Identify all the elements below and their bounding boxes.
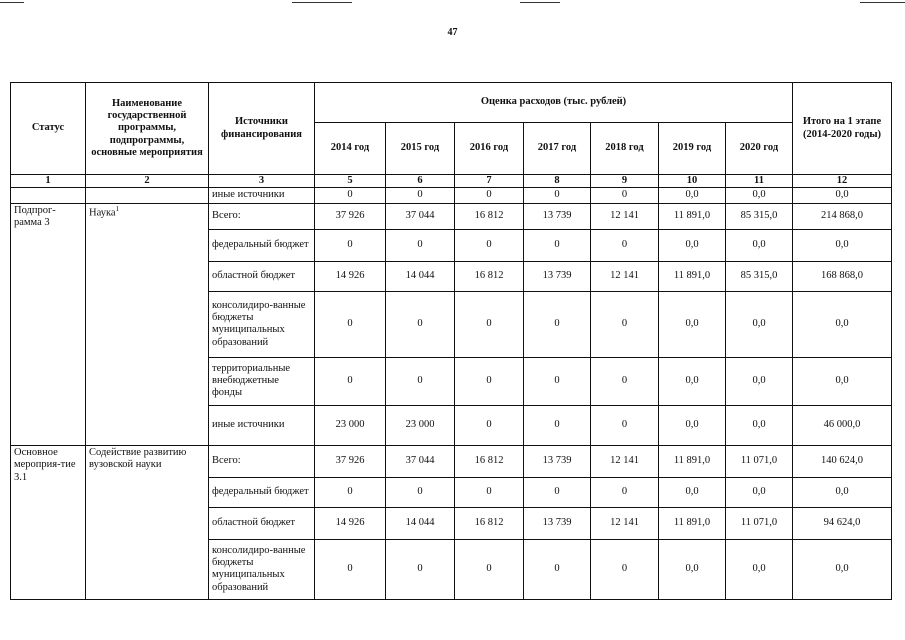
value-cell: 0,0 <box>659 477 726 507</box>
budget-table <box>10 82 892 600</box>
value-cell: 12 141 <box>591 445 659 477</box>
name-cell-empty <box>86 188 209 203</box>
column-number: 6 <box>386 175 455 188</box>
value-cell: 11 891,0 <box>659 203 726 229</box>
value-cell: 0,0 <box>793 477 892 507</box>
value-cell: 0 <box>591 477 659 507</box>
value-cell: 0 <box>315 291 386 357</box>
value-cell: 12 141 <box>591 261 659 291</box>
value-cell: 0 <box>591 405 659 445</box>
header-name: Наименование государственной программы, подпрограммы, основные мероприятия <box>86 83 209 175</box>
program-name: Наука <box>89 207 116 219</box>
source-cell: Всего: <box>209 445 315 477</box>
table-row <box>11 188 892 203</box>
program-name: Содействие развитию вузовской науки <box>89 446 187 471</box>
value-cell: 0 <box>315 357 386 405</box>
value-cell: 37 926 <box>315 203 386 229</box>
source-cell: федеральный бюджет <box>209 477 315 507</box>
value-cell: 0,0 <box>726 477 793 507</box>
column-number: 11 <box>726 175 793 188</box>
value-cell: 0 <box>591 539 659 599</box>
source-cell: Всего: <box>209 203 315 229</box>
source-cell: консолидиро-ванные бюджеты муниципальных образований <box>209 291 315 357</box>
value-cell: 0,0 <box>659 357 726 405</box>
value-cell: 0 <box>315 229 386 261</box>
column-number: 8 <box>524 175 591 188</box>
status-cell: Основное мероприя-тие 3.1 <box>11 445 86 599</box>
value-cell: 0 <box>455 477 524 507</box>
value-cell: 0 <box>455 405 524 445</box>
source-cell: областной бюджет <box>209 507 315 539</box>
column-number: 9 <box>591 175 659 188</box>
column-number: 7 <box>455 175 524 188</box>
value-cell: 12 141 <box>591 203 659 229</box>
value-cell: 0 <box>591 357 659 405</box>
value-cell: 0 <box>455 188 524 203</box>
value-cell: 0 <box>591 188 659 203</box>
value-cell: 0 <box>315 477 386 507</box>
value-cell: 214 868,0 <box>793 203 892 229</box>
header-year: 2020 год <box>726 123 793 175</box>
scan-edge-mark <box>0 2 24 3</box>
value-cell: 11 891,0 <box>659 445 726 477</box>
table-row <box>11 203 892 229</box>
header-year: 2018 год <box>591 123 659 175</box>
value-cell: 14 926 <box>315 261 386 291</box>
header-year: 2019 год <box>659 123 726 175</box>
source-cell: территориальные внебюджетные фонды <box>209 357 315 405</box>
scan-edge-mark <box>860 2 905 3</box>
footnote-marker: 1 <box>115 204 120 213</box>
value-cell: 16 812 <box>455 203 524 229</box>
program-name-cell <box>86 445 209 599</box>
column-number: 12 <box>793 175 892 188</box>
column-number: 1 <box>11 175 86 188</box>
value-cell: 14 044 <box>386 507 455 539</box>
value-cell: 0,0 <box>659 539 726 599</box>
source-cell: областной бюджет <box>209 261 315 291</box>
header-sources: Источники финансирования <box>209 83 315 175</box>
value-cell: 0 <box>524 229 591 261</box>
header-expenses-group: Оценка расходов (тыс. рублей) <box>315 83 793 123</box>
value-cell: 140 624,0 <box>793 445 892 477</box>
value-cell: 0 <box>315 539 386 599</box>
value-cell: 0,0 <box>726 229 793 261</box>
header-year: 2015 год <box>386 123 455 175</box>
value-cell: 12 141 <box>591 507 659 539</box>
value-cell: 0 <box>386 477 455 507</box>
value-cell: 0 <box>386 291 455 357</box>
value-cell: 37 044 <box>386 445 455 477</box>
value-cell: 0 <box>591 229 659 261</box>
value-cell: 0 <box>524 291 591 357</box>
table-row <box>11 445 892 477</box>
value-cell: 0 <box>591 291 659 357</box>
status-cell-empty <box>11 188 86 203</box>
value-cell: 0 <box>455 539 524 599</box>
value-cell: 85 315,0 <box>726 203 793 229</box>
value-cell: 13 739 <box>524 203 591 229</box>
value-cell: 23 000 <box>386 405 455 445</box>
value-cell: 0,0 <box>659 405 726 445</box>
value-cell: 0,0 <box>793 357 892 405</box>
value-cell: 0,0 <box>726 357 793 405</box>
source-cell: федеральный бюджет <box>209 229 315 261</box>
value-cell: 13 739 <box>524 261 591 291</box>
value-cell: 0 <box>386 229 455 261</box>
value-cell: 0,0 <box>659 291 726 357</box>
value-cell: 94 624,0 <box>793 507 892 539</box>
column-number: 2 <box>86 175 209 188</box>
header-status: Статус <box>11 83 86 175</box>
source-cell: иные источники <box>209 405 315 445</box>
value-cell: 0 <box>455 357 524 405</box>
value-cell: 0,0 <box>793 229 892 261</box>
source-cell: иные источники <box>209 188 315 203</box>
value-cell: 11 891,0 <box>659 261 726 291</box>
value-cell: 0 <box>386 188 455 203</box>
value-cell: 0 <box>524 539 591 599</box>
value-cell: 11 071,0 <box>726 507 793 539</box>
value-cell: 0,0 <box>726 539 793 599</box>
value-cell: 0 <box>524 188 591 203</box>
value-cell: 0 <box>455 291 524 357</box>
status-cell: Подпрог-рамма 3 <box>11 203 86 445</box>
scan-edge-mark <box>520 2 560 3</box>
header-year: 2014 год <box>315 123 386 175</box>
value-cell: 16 812 <box>455 445 524 477</box>
value-cell: 23 000 <box>315 405 386 445</box>
value-cell: 168 868,0 <box>793 261 892 291</box>
column-number: 10 <box>659 175 726 188</box>
value-cell: 11 891,0 <box>659 507 726 539</box>
value-cell: 0 <box>386 539 455 599</box>
program-name-cell <box>86 203 209 445</box>
scan-edge-mark <box>292 2 352 3</box>
value-cell: 0,0 <box>793 188 892 203</box>
value-cell: 14 926 <box>315 507 386 539</box>
value-cell: 13 739 <box>524 507 591 539</box>
value-cell: 11 071,0 <box>726 445 793 477</box>
source-cell: консолидиро-ванные бюджеты муниципальных образований <box>209 539 315 599</box>
value-cell: 0,0 <box>659 188 726 203</box>
header-year: 2016 год <box>455 123 524 175</box>
value-cell: 13 739 <box>524 445 591 477</box>
value-cell: 0 <box>524 357 591 405</box>
value-cell: 16 812 <box>455 507 524 539</box>
value-cell: 0,0 <box>726 188 793 203</box>
value-cell: 0 <box>315 188 386 203</box>
value-cell: 46 000,0 <box>793 405 892 445</box>
page-number: 47 <box>447 27 458 38</box>
value-cell: 14 044 <box>386 261 455 291</box>
value-cell: 0,0 <box>726 291 793 357</box>
value-cell: 0 <box>524 405 591 445</box>
value-cell: 0,0 <box>726 405 793 445</box>
value-cell: 0 <box>524 477 591 507</box>
header-year: 2017 год <box>524 123 591 175</box>
value-cell: 0,0 <box>793 291 892 357</box>
header-total: Итого на 1 этапе (2014-2020 годы) <box>793 83 892 175</box>
value-cell: 0 <box>386 357 455 405</box>
value-cell: 0,0 <box>793 539 892 599</box>
column-number: 5 <box>315 175 386 188</box>
value-cell: 0,0 <box>659 229 726 261</box>
value-cell: 85 315,0 <box>726 261 793 291</box>
value-cell: 16 812 <box>455 261 524 291</box>
value-cell: 37 926 <box>315 445 386 477</box>
value-cell: 37 044 <box>386 203 455 229</box>
value-cell: 0 <box>455 229 524 261</box>
column-number: 3 <box>209 175 315 188</box>
